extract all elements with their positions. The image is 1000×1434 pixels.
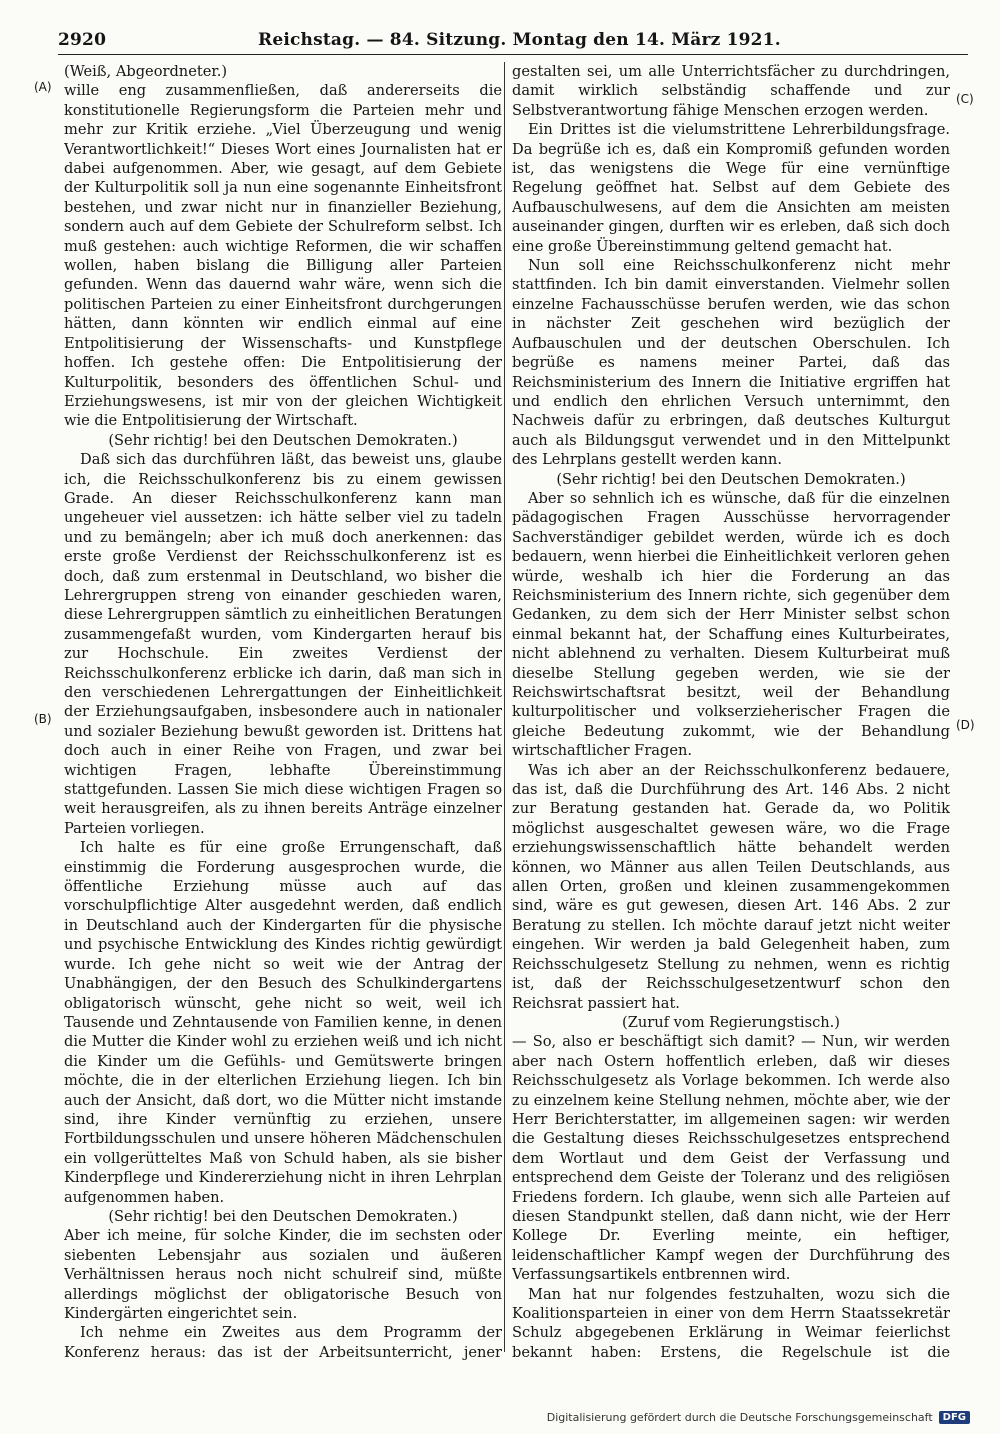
paragraph: Was ich aber an der Reichsschulkonferenz bedauere, das ist, daß die Durchführung des Art. 146 Abs. 2 nicht zur Beratung gestanden hat. Gerade da, wo Politik möglichst ausgeschaltet gewesen wäre, wo die Frage erziehungswissenschaftlich hätte behandelt werden können, wo Männer aus allen Teilen Deutschlands, aus allen Orten, großen und kleinen zusammengekommen sind, wäre es gut gewesen, diesen Art. 146 Abs. 2 zur Beratung zu stellen. Ich möchte darauf jetzt nicht weiter eingehen. Wir werden ja bald Gelegenheit haben, zum Reichsschulgesetz Stellung zu nehmen, wenn es richtig ist, daß der Reichsschulgesetzentwurf schon den Reichsrat passiert hat.	[512, 761, 950, 1012]
column-divider	[504, 62, 505, 1352]
paragraph: Ich halte es für eine große Errungenschaft, daß einstimmig die Forderung ausgesprochen wurde, die öffentliche Erziehung müsse auch auf das vorschulpflichtige Alter ausgedehnt werden, daß endlich in Deutschland auch der Kindergarten für die physische und psychische Entwicklung des Kindes richtig gewürdigt wurde. Ich gehe nicht so weit wie der Antrag der Unabhängigen, der den Besuch des Schulkindergartens obligatorisch wünscht, gehe nicht so weit, weil ich Tausende und Zehntausende von Familien kenne, in denen die Mutter die Kinder wohl zu erziehen weiß und ich nicht die Kinder um die Gefühls- und Gemütswerte bringen möchte, die in der elterlichen Erziehung liegen. Ich bin auch der Ansicht, daß dort, wo die Mütter nicht imstande sind, ihre Kinder vernünftig zu erziehen, unsere Fortbildungsschulen und unsere höheren Mädchenschulen ein vollgerütteltes Maß von Schuld haben, als sie bisher Kinderpflege und Kindererziehung nicht in ihren Lehrplan aufgenommen haben.	[64, 839, 502, 1206]
paragraph: wille eng zusammenfließen, daß andererseits die konstitutionelle Regierungsform die Parteien mehr und mehr zur Kritik erziehe. „Viel Überzeugung und wenig Verantwortlichkeit!“ Dieses Wort eines Journalisten hat er dabei aufgenommen. Aber, wie gesagt, auf dem Gebiete der Kulturpolitik soll ja nun eine sogenannte Einheitsfront bestehen, und zwar nicht nur in finanzieller Beziehung, sondern auch auf dem Gebiete der Schulreform selbst. Ich muß gestehen: auch wichtige Reformen, die wir schaffen wollen, haben bislang die Billigung aller Parteien gefunden. Wenn das dauernd wahr wäre, wenn sich die politischen Parteien zu einer Einheitsfront durchgerungen hätten, dann könnten wir endlich einmal auf eine Entpolitisierung der Wissenschafts- und Kunstpflege hoffen. Ich gestehe offen: Die Entpolitisierung der Kulturpolitik, besonders des öffentlichen Schul- und Erziehungswesens, ist mir von der gleichen Wichtigkeit wie die Entpolitisierung der Wirtschaft.	[64, 82, 502, 430]
margin-marker-d: (D)	[956, 718, 975, 732]
dfg-logo: DFG	[939, 1411, 970, 1424]
session-title: Reichstag. — 84. Sitzung. Montag den 14. März 1921.	[258, 30, 781, 50]
funding-note: Digitalisierung gefördert durch die Deutsche Forschungsgemeinschaft	[546, 1410, 933, 1424]
margin-marker-b: (B)	[34, 712, 52, 726]
margin-marker-c: (C)	[956, 92, 974, 106]
paragraph: Aber ich meine, für solche Kinder, die im sechsten oder siebenten Lebensjahr aus sozialen und äußeren Verhältnissen heraus noch nicht schulreif sind, müßte allerdings möglichst der obligatorische Besuch von Kindergärten eingerichtet sein.	[64, 1227, 502, 1322]
paragraph: Nun soll eine Reichsschulkonferenz nicht mehr stattfinden. Ich bin damit einverstanden. Vielmehr sollen einzelne Fachausschüsse berufen werden, wie das schon in nächster Zeit geschehen wird bezüglich der Aufbauschulen und der deutschen Oberschulen. Ich begrüße es namens meiner Partei, daß das Reichsministerium des Innern die Initiative ergriffen hat und endlich den ehrlichen Versuch unternimmt, den Nachweis dafür zu erbringen, daß deutsches Kulturgut auch als Bildungsgut verwendet und in den Mittelpunkt des Lehrplans gestellt werden kann.	[512, 257, 950, 469]
paragraph: gestalten sei, um alle Unterrichtsfächer zu durchdringen, damit wirklich selbständig schaffende und zur Selbstverantwortung fähige Menschen erzogen werden.	[512, 63, 950, 119]
footer	[547, 1408, 970, 1426]
paragraph: Ich nehme ein Zweites aus dem Programm der Konferenz heraus: das ist der Arbeitsunterricht, jener	[64, 1324, 502, 1361]
page-header	[58, 28, 968, 55]
paragraph: Daß sich das durchführen läßt, das beweist uns, glaube ich, die Reichsschulkonferenz bis zu einem gewissen Grade. An dieser Reichsschulkonferenz kann man ungeheuer viel aussetzen: ich hätte selber viel zu tadeln und zu bemängeln; aber ich muß doch anerkennen: das erste große Verdienst der Reichsschulkonferenz ist es doch, daß zum erstenmal in Deutschland, wo bisher die Lehrergruppen streng von einander geschieden waren, diese Lehrergruppen sämtlich zu einheitlichen Beratungen zusammengefaßt wurden, vom Kindergarten herauf bis zur Hochschule. Ein zweites Verdienst der Reichsschulkonferenz erblicke ich darin, daß man sich in den verschiedenen Lehrergattungen der Einheitlichkeit der Erziehungsaufgaben, insbesondere auch in nationaler und sozialer Beziehung bewußt geworden ist. Drittens hat doch auch in einer Reihe von Fragen, und zwar bei wichtigen Fragen, lebhafte Übereinstimmung stattgefunden. Lassen Sie mich diese wichtigen Fragen so weit herausgreifen, als zu ihnen bereits Anträge einzelner Parteien vorliegen.	[64, 451, 502, 837]
paragraph: — So, also er beschäftigt sich damit? — Nun, wir werden aber nach Ostern hoffentlich erleben, daß wir dieses Reichsschulgesetz als Vorlage bekommen. Ich werde also zu einzelnem keine Stellung nehmen, möchte aber, wie der Herr Berichterstatter, im allgemeinen sagen: wir werden die Gestaltung dieses Reichsschulgesetzes entsprechend dem Wortlaut und dem Geist der Verfassung und entsprechend dem Geiste der Toleranz und des religiösen Friedens fordern. Ich glaube, wenn sich alle Parteien auf diesen Standpunkt stellen, daß dann nicht, wie der Herr Kollege Dr. Everling meinte, ein heftiger, leidenschaftlicher Kampf wegen der Durchführung des Verfassungsartikels entbrennen wird.	[512, 1033, 950, 1284]
paragraph: (Weiß, Abgeordneter.)	[64, 63, 228, 80]
paragraph: Aber so sehnlich ich es wünsche, daß für die einzelnen pädagogischen Fragen Ausschüsse hervorragender Sachverständiger gebildet werden, würde ich es doch bedauern, wenn hierbei die Einheitlichkeit verloren gehen würde, weshalb ich hier die Forderung an das Reichsministerium des Innern richte, sich gegenüber dem Gedanken, zu dem sich der Herr Minister selbst schon einmal bekannt hat, der Schaffung eines Kulturbeirates, nicht ablehnend zu verhalten. Diesem Kulturbeirat muß dieselbe Stellung gegeben werden, wie sie der Reichswirtschaftsrat besitzt, weil der Behandlung kulturpolitischer und volkserzieherischer Fragen die gleiche Bedeutung zukommt, wie der Behandlung wirtschaftlicher Fragen.	[512, 489, 950, 760]
interjection: (Sehr richtig! bei den Deutschen Demokraten.)	[108, 431, 458, 449]
left-text-column	[64, 62, 502, 1362]
page-number: 2920	[58, 30, 107, 50]
paragraph: Man hat nur folgendes festzuhalten, wozu sich die Koalitionsparteien in einer von dem Herrn Staatssekretär Schulz abgegebenen Erklärung in Weimar feierlichst bekannt haben: Erstens, die Regelschule ist die	[512, 1285, 950, 1361]
paragraph: Ein Drittes ist die vielumstrittene Lehrerbildungsfrage. Da begrüße ich es, daß ein Kompromiß gefunden worden ist, das wenigstens die Wege für eine vernünftige Regelung geöffnet hat. Selbst auf dem Gebiete des Aufbauschulwesens, auf dem die Ansichten am meisten auseinander gingen, durften wir es erleben, daß sich doch eine große Übereinstimmung geltend gemacht hat.	[512, 121, 950, 255]
margin-marker-a: (A)	[34, 80, 52, 94]
interjection: (Sehr richtig! bei den Deutschen Demokraten.)	[108, 1207, 458, 1225]
right-text-column	[512, 62, 950, 1362]
interjection: (Zuruf vom Regierungstisch.)	[622, 1013, 840, 1031]
interjection: (Sehr richtig! bei den Deutschen Demokraten.)	[556, 470, 906, 488]
